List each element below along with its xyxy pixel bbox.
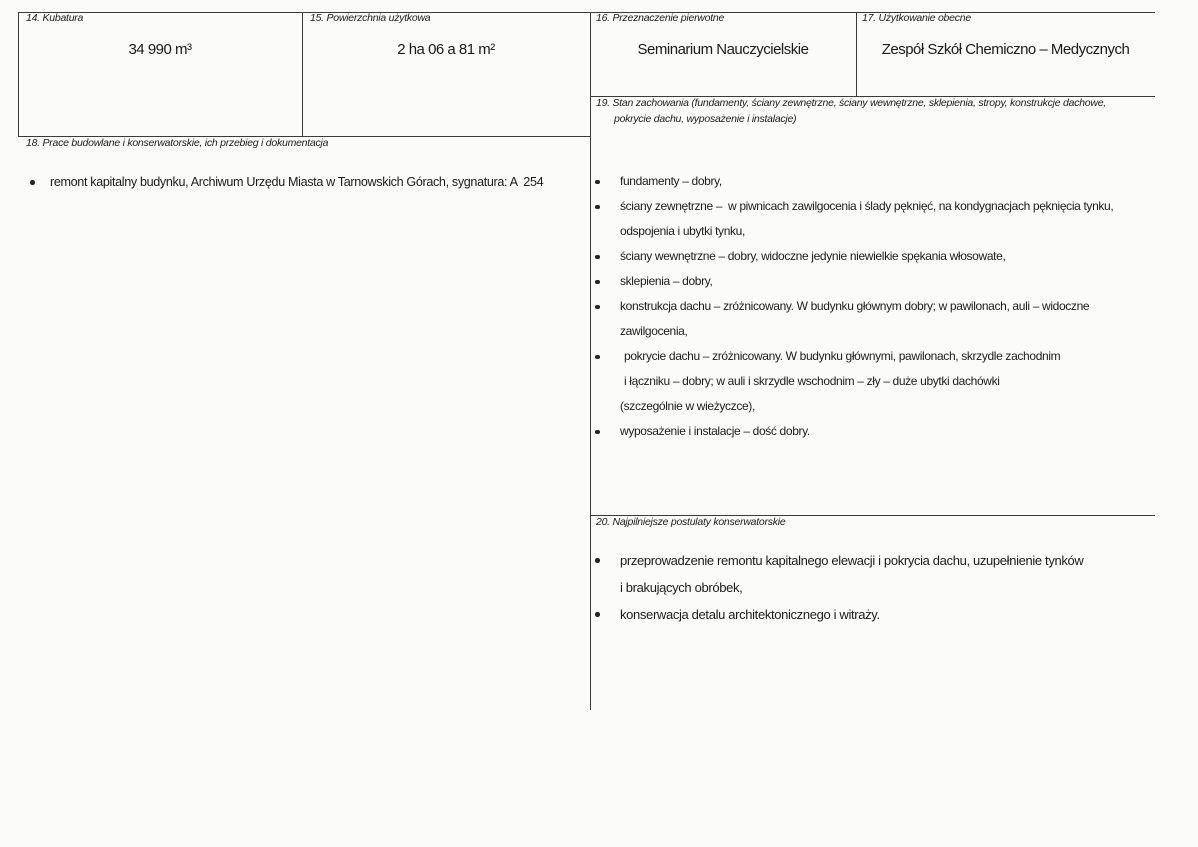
field-19-label-line-1: 19. Stan zachowania (fundamenty, ściany zewnętrzne, ściany wewnętrzne, sklepienia, stropy, konstrukcje dachowe, xyxy=(596,97,1106,109)
list-item xyxy=(18,170,543,194)
bullet-icon xyxy=(595,430,600,435)
list-item-text: i brakujących obróbek, xyxy=(620,580,743,595)
rule-top xyxy=(18,12,1155,13)
list-item xyxy=(590,294,1113,344)
postulaty-list xyxy=(590,547,1083,628)
list-item-text: ściany wewnętrzne – dobry, widoczne jedynie niewielkie spękania włosowate, xyxy=(620,249,1006,263)
rule-col-15 xyxy=(302,12,303,136)
list-item-text: (szczególnie w wieżyczce), xyxy=(620,399,755,413)
bullet-icon xyxy=(595,280,600,285)
list-item-text: odspojenia i ubytki tynku, xyxy=(620,224,745,238)
bullet-icon xyxy=(595,180,600,185)
field-15-label: 15. Powierzchnia użytkowa xyxy=(310,12,431,24)
bullet-icon xyxy=(595,558,600,563)
bullet-icon xyxy=(595,355,600,360)
list-item xyxy=(590,601,1083,628)
field-14-value: 34 990 m³ xyxy=(128,41,192,58)
bullet-icon xyxy=(595,305,600,310)
list-item-text: zawilgocenia, xyxy=(620,324,688,338)
list-item xyxy=(590,419,1113,444)
list-item-text: fundamenty – dobry, xyxy=(620,174,722,188)
list-item xyxy=(590,244,1113,269)
field-18-label: 18. Prace budowlane i konserwatorskie, ich przebieg i dokumentacja xyxy=(26,137,329,149)
list-item-text: konstrukcja dachu – zróżnicowany. W budynku głównym dobry; w pawilonach, auli – widoczne xyxy=(620,299,1090,313)
bullet-icon xyxy=(595,205,600,210)
list-item-text: pokrycie dachu – zróżnicowany. W budynku głównymi, pawilonach, skrzydle zachodnim xyxy=(624,349,1061,363)
field-16-label: 16. Przeznaczenie pierwotne xyxy=(596,12,725,24)
list-item-text: ściany zewnętrzne – w piwnicach zawilgocenia i ślady pęknięć, na kondygnacjach pęknięcia tynku, xyxy=(620,199,1114,213)
field-15-value: 2 ha 06 a 81 m² xyxy=(397,41,495,58)
list-item-text: remont kapitalny budynku, Archiwum Urzędu Miasta w Tarnowskich Górach, sygnatura: A 254 xyxy=(50,175,544,189)
bullet-icon xyxy=(595,612,600,617)
list-item-text: sklepienia – dobry, xyxy=(620,274,713,288)
prace-list xyxy=(18,170,543,194)
list-item-text: konserwacja detalu architektonicznego i witraży. xyxy=(620,607,880,622)
list-item xyxy=(590,194,1113,244)
field-17-label: 17. Użytkowanie obecne xyxy=(862,12,971,24)
field-20-label: 20. Najpilniejsze postulaty konserwatorskie xyxy=(596,516,786,528)
list-item xyxy=(590,344,1113,419)
rule-left xyxy=(18,12,19,136)
list-item xyxy=(590,547,1083,601)
list-item-text: przeprowadzenie remontu kapitalnego elewacji i pokrycia dachu, uzupełnienie tynków xyxy=(620,553,1084,568)
stan-list xyxy=(590,169,1113,444)
bullet-icon xyxy=(595,255,600,260)
field-19-label-line-2: pokrycie dachu, wyposażenie i instalacje) xyxy=(614,113,797,125)
list-item xyxy=(590,269,1113,294)
list-item-text: i łączniku – dobry; w auli i skrzydle wschodnim – zły – duże ubytki dachówki xyxy=(624,374,1000,388)
field-16-value: Seminarium Nauczycielskie xyxy=(637,41,809,58)
list-item xyxy=(590,169,1113,194)
list-item-text: wyposażenie i instalacje – dość dobry. xyxy=(620,424,810,438)
field-14-label: 14. Kubatura xyxy=(26,12,84,24)
field-17-value: Zespół Szkół Chemiczno – Medycznych xyxy=(881,41,1130,58)
bullet-icon xyxy=(30,180,35,185)
